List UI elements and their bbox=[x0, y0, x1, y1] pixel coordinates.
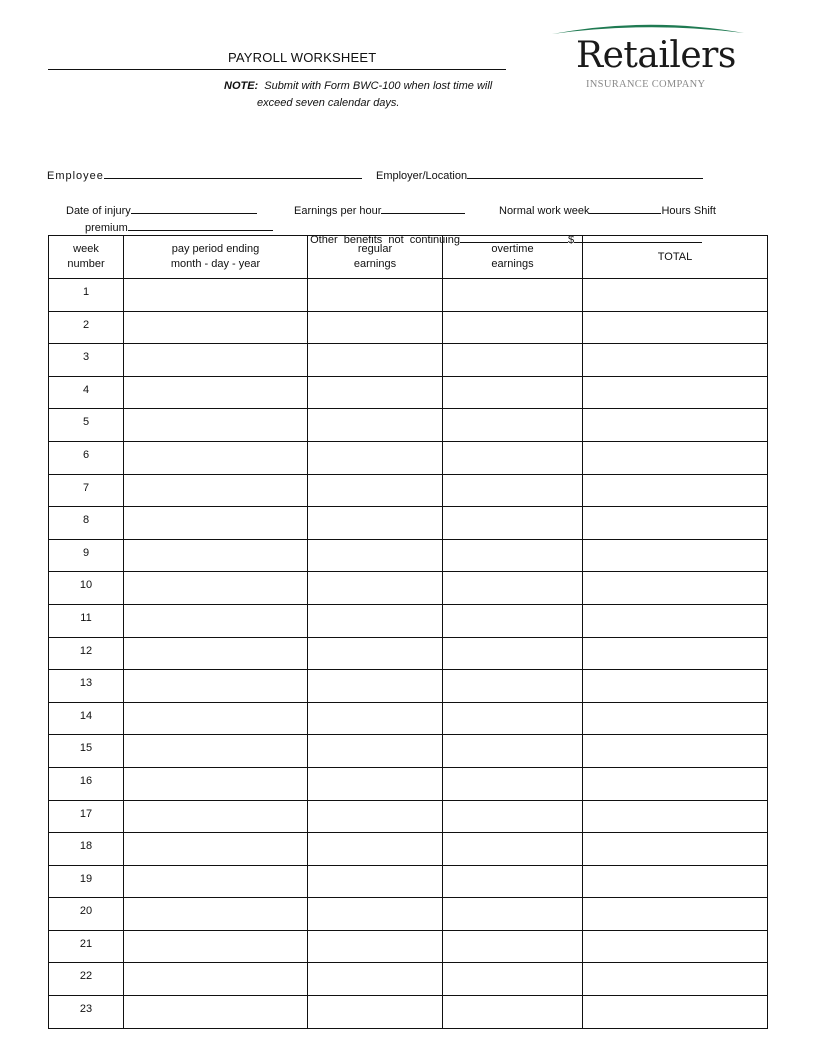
table-row bbox=[49, 441, 768, 474]
regular-earnings-cell[interactable] bbox=[308, 376, 443, 409]
week-number-cell: 14 bbox=[49, 702, 124, 735]
regular-earnings-cell[interactable] bbox=[308, 865, 443, 898]
pay-period-header bbox=[124, 236, 308, 279]
table-row bbox=[49, 572, 768, 605]
total-cell[interactable] bbox=[583, 507, 768, 540]
table-row bbox=[49, 311, 768, 344]
total-cell[interactable] bbox=[583, 409, 768, 442]
normal-work-week-field[interactable] bbox=[499, 202, 716, 217]
total-cell[interactable] bbox=[583, 996, 768, 1029]
regular-header-line-2: earnings bbox=[353, 258, 397, 270]
normal-work-week-label: Normal work week bbox=[499, 205, 590, 217]
total-cell[interactable] bbox=[583, 311, 768, 344]
pay-period-cell[interactable] bbox=[124, 507, 308, 540]
pay-period-cell[interactable] bbox=[124, 344, 308, 377]
overtime-earnings-cell[interactable] bbox=[443, 344, 583, 377]
table-row bbox=[49, 637, 768, 670]
week-number-cell: 6 bbox=[49, 441, 124, 474]
table-header-row bbox=[49, 236, 768, 279]
premium-blank[interactable] bbox=[128, 219, 273, 231]
overtime-earnings-header bbox=[443, 236, 583, 279]
pay-period-cell[interactable] bbox=[124, 539, 308, 572]
pay-period-cell[interactable] bbox=[124, 279, 308, 312]
table-row bbox=[49, 507, 768, 540]
pay-period-cell[interactable] bbox=[124, 833, 308, 866]
table-row bbox=[49, 767, 768, 800]
period-header-line-1: pay period ending bbox=[171, 243, 260, 255]
pay-period-cell[interactable] bbox=[124, 604, 308, 637]
overtime-earnings-cell[interactable] bbox=[443, 604, 583, 637]
overtime-earnings-cell[interactable] bbox=[443, 474, 583, 507]
submission-note bbox=[224, 78, 544, 112]
regular-earnings-header bbox=[308, 236, 443, 279]
table-row bbox=[49, 474, 768, 507]
employer-location-label: Employer/Location bbox=[376, 170, 468, 182]
week-number-cell: 8 bbox=[49, 507, 124, 540]
week-number-cell: 20 bbox=[49, 898, 124, 931]
regular-earnings-cell[interactable] bbox=[308, 311, 443, 344]
pay-period-cell[interactable] bbox=[124, 930, 308, 963]
table-row bbox=[49, 279, 768, 312]
regular-earnings-cell[interactable] bbox=[308, 572, 443, 605]
table-row bbox=[49, 865, 768, 898]
week-number-cell: 19 bbox=[49, 865, 124, 898]
total-cell[interactable] bbox=[583, 279, 768, 312]
regular-earnings-cell[interactable] bbox=[308, 604, 443, 637]
hours-shift-label: Hours Shift bbox=[661, 205, 716, 217]
total-cell[interactable] bbox=[583, 441, 768, 474]
week-number-cell: 16 bbox=[49, 767, 124, 800]
total-header: TOTAL bbox=[583, 236, 768, 279]
employee-label: Employee bbox=[47, 170, 104, 182]
regular-earnings-cell[interactable] bbox=[308, 279, 443, 312]
total-cell[interactable] bbox=[583, 833, 768, 866]
week-number-cell: 15 bbox=[49, 735, 124, 768]
overtime-earnings-cell[interactable] bbox=[443, 670, 583, 703]
table-row bbox=[49, 930, 768, 963]
date-of-injury-field[interactable] bbox=[66, 202, 257, 217]
pay-period-cell[interactable] bbox=[124, 474, 308, 507]
other-benefits-label: Other benefits not continuing bbox=[310, 234, 460, 246]
total-cell[interactable] bbox=[583, 735, 768, 768]
table-row bbox=[49, 996, 768, 1029]
premium-label: premium bbox=[85, 222, 128, 234]
regular-header-line-1: regular bbox=[357, 243, 393, 255]
overtime-earnings-cell[interactable] bbox=[443, 735, 583, 768]
overtime-earnings-cell[interactable] bbox=[443, 963, 583, 996]
pay-period-cell[interactable] bbox=[124, 376, 308, 409]
overtime-header-line-2: earnings bbox=[491, 258, 534, 270]
note-line-2: exceed seven calendar days. bbox=[257, 97, 400, 109]
total-cell[interactable] bbox=[583, 800, 768, 833]
pay-period-cell[interactable] bbox=[124, 670, 308, 703]
pay-period-cell[interactable] bbox=[124, 996, 308, 1029]
total-cell[interactable] bbox=[583, 474, 768, 507]
overtime-earnings-cell[interactable] bbox=[443, 702, 583, 735]
total-cell[interactable] bbox=[583, 539, 768, 572]
overtime-earnings-cell[interactable] bbox=[443, 376, 583, 409]
regular-earnings-cell[interactable] bbox=[308, 996, 443, 1029]
overtime-earnings-cell[interactable] bbox=[443, 507, 583, 540]
table-row bbox=[49, 376, 768, 409]
regular-earnings-cell[interactable] bbox=[308, 637, 443, 670]
pay-period-cell[interactable] bbox=[124, 898, 308, 931]
regular-earnings-cell[interactable] bbox=[308, 539, 443, 572]
employee-blank[interactable] bbox=[104, 167, 362, 179]
pay-period-cell[interactable] bbox=[124, 735, 308, 768]
date-of-injury-label: Date of injury bbox=[66, 205, 131, 217]
pay-period-cell[interactable] bbox=[124, 441, 308, 474]
table-row bbox=[49, 604, 768, 637]
table-row bbox=[49, 409, 768, 442]
regular-earnings-cell[interactable] bbox=[308, 800, 443, 833]
earnings-per-hour-label: Earnings per hour bbox=[294, 205, 382, 217]
table-row bbox=[49, 344, 768, 377]
overtime-earnings-cell[interactable] bbox=[443, 898, 583, 931]
pay-period-cell[interactable] bbox=[124, 572, 308, 605]
logo-brand-text: Retailers bbox=[576, 35, 736, 76]
regular-earnings-cell[interactable] bbox=[308, 441, 443, 474]
week-number-cell: 9 bbox=[49, 539, 124, 572]
overtime-earnings-cell[interactable] bbox=[443, 279, 583, 312]
period-header-line-2: month - day - year bbox=[170, 258, 261, 270]
employer-location-blank[interactable] bbox=[467, 167, 703, 179]
week-number-header bbox=[49, 236, 124, 279]
total-cell[interactable] bbox=[583, 376, 768, 409]
table-row bbox=[49, 800, 768, 833]
total-cell[interactable] bbox=[583, 898, 768, 931]
pay-period-cell[interactable] bbox=[124, 637, 308, 670]
table-row bbox=[49, 670, 768, 703]
total-cell[interactable] bbox=[583, 702, 768, 735]
normal-work-week-blank[interactable] bbox=[589, 202, 661, 214]
regular-earnings-cell[interactable] bbox=[308, 702, 443, 735]
total-cell[interactable] bbox=[583, 670, 768, 703]
total-cell[interactable] bbox=[583, 963, 768, 996]
week-number-cell: 5 bbox=[49, 409, 124, 442]
earnings-per-hour-field[interactable] bbox=[294, 202, 465, 217]
week-number-cell: 21 bbox=[49, 930, 124, 963]
week-header-line-2: number bbox=[67, 258, 105, 270]
regular-earnings-cell[interactable] bbox=[308, 670, 443, 703]
date-of-injury-blank[interactable] bbox=[131, 202, 257, 214]
total-cell[interactable] bbox=[583, 637, 768, 670]
week-number-cell: 18 bbox=[49, 833, 124, 866]
week-number-cell: 11 bbox=[49, 604, 124, 637]
week-number-cell: 22 bbox=[49, 963, 124, 996]
week-header-line-1: week bbox=[73, 243, 99, 255]
overtime-earnings-cell[interactable] bbox=[443, 572, 583, 605]
total-cell[interactable] bbox=[583, 767, 768, 800]
premium-field[interactable] bbox=[85, 219, 273, 234]
overtime-earnings-cell[interactable] bbox=[443, 539, 583, 572]
regular-earnings-cell[interactable] bbox=[308, 767, 443, 800]
earnings-per-hour-blank[interactable] bbox=[381, 202, 465, 214]
total-cell[interactable] bbox=[583, 572, 768, 605]
regular-earnings-cell[interactable] bbox=[308, 507, 443, 540]
pay-period-cell[interactable] bbox=[124, 409, 308, 442]
overtime-header-line-1: overtime bbox=[491, 243, 534, 255]
payroll-table bbox=[48, 235, 768, 1029]
regular-earnings-cell[interactable] bbox=[308, 833, 443, 866]
pay-period-cell[interactable] bbox=[124, 963, 308, 996]
overtime-earnings-cell[interactable] bbox=[443, 833, 583, 866]
total-cell[interactable] bbox=[583, 604, 768, 637]
overtime-earnings-cell[interactable] bbox=[443, 409, 583, 442]
regular-earnings-cell[interactable] bbox=[308, 963, 443, 996]
regular-earnings-cell[interactable] bbox=[308, 344, 443, 377]
employee-field[interactable] bbox=[47, 167, 362, 182]
overtime-earnings-cell[interactable] bbox=[443, 311, 583, 344]
week-number-cell: 10 bbox=[49, 572, 124, 605]
table-row bbox=[49, 833, 768, 866]
overtime-earnings-cell[interactable] bbox=[443, 441, 583, 474]
week-number-cell: 3 bbox=[49, 344, 124, 377]
logo-subtitle: INSURANCE COMPANY bbox=[586, 79, 706, 90]
total-cell[interactable] bbox=[583, 344, 768, 377]
overtime-earnings-cell[interactable] bbox=[443, 637, 583, 670]
week-number-cell: 2 bbox=[49, 311, 124, 344]
week-number-cell: 17 bbox=[49, 800, 124, 833]
regular-earnings-cell[interactable] bbox=[308, 409, 443, 442]
table-row bbox=[49, 898, 768, 931]
employer-location-field[interactable] bbox=[376, 167, 703, 182]
total-cell[interactable] bbox=[583, 930, 768, 963]
total-cell[interactable] bbox=[583, 865, 768, 898]
dollar-sign: $ bbox=[567, 234, 575, 246]
pay-period-cell[interactable] bbox=[124, 800, 308, 833]
table-row bbox=[49, 702, 768, 735]
regular-earnings-cell[interactable] bbox=[308, 474, 443, 507]
overtime-earnings-cell[interactable] bbox=[443, 800, 583, 833]
overtime-earnings-cell[interactable] bbox=[443, 767, 583, 800]
week-number-cell: 1 bbox=[49, 279, 124, 312]
regular-earnings-cell[interactable] bbox=[308, 930, 443, 963]
page-title: PAYROLL WORKSHEET bbox=[228, 50, 377, 65]
week-number-cell: 13 bbox=[49, 670, 124, 703]
note-label: NOTE: bbox=[224, 80, 259, 92]
pay-period-cell[interactable] bbox=[124, 702, 308, 735]
week-number-cell: 4 bbox=[49, 376, 124, 409]
table-row bbox=[49, 963, 768, 996]
pay-period-cell[interactable] bbox=[124, 311, 308, 344]
week-number-cell: 7 bbox=[49, 474, 124, 507]
note-line-1: Submit with Form BWC-100 when lost time will bbox=[264, 80, 493, 92]
table-row bbox=[49, 539, 768, 572]
pay-period-cell[interactable] bbox=[124, 767, 308, 800]
title-underline bbox=[48, 69, 506, 70]
overtime-earnings-cell[interactable] bbox=[443, 996, 583, 1029]
week-number-cell: 23 bbox=[49, 996, 124, 1029]
overtime-earnings-cell[interactable] bbox=[443, 930, 583, 963]
pay-period-cell[interactable] bbox=[124, 865, 308, 898]
company-logo bbox=[550, 18, 750, 98]
table-row bbox=[49, 735, 768, 768]
week-number-cell: 12 bbox=[49, 637, 124, 670]
regular-earnings-cell[interactable] bbox=[308, 735, 443, 768]
overtime-earnings-cell[interactable] bbox=[443, 865, 583, 898]
regular-earnings-cell[interactable] bbox=[308, 898, 443, 931]
